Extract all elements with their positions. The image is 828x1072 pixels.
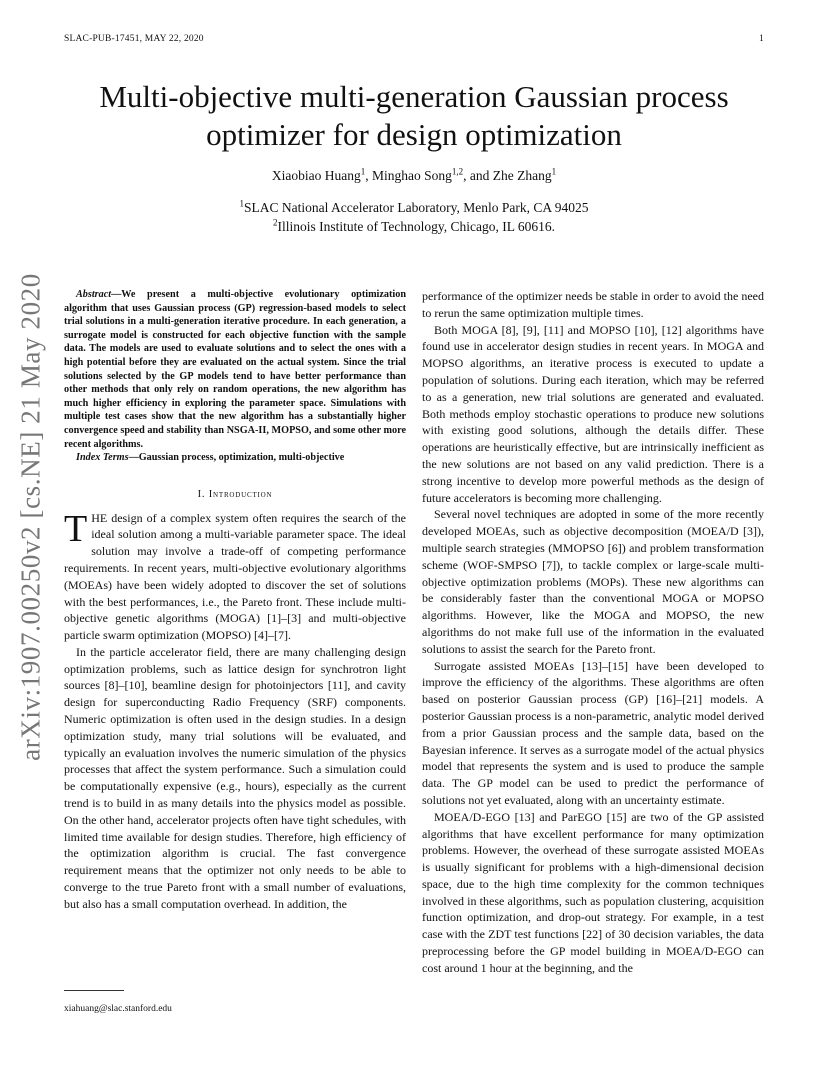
paragraph: In the particle accelerator field, there are many challenging design optimization problems, such as lattice design for synchrotron light sources [8]–[10], beamline design for photoinjectors [11], and cavity design for superconducting Radio Frequency (SRF) components. Numeric optimization is often used in the design studies. In a design optimization study, many trial solutions will be evaluated, and typically an evaluation involves the numeric simulation of the physics processes that affect the system performance. Such a simulation could be computationally expensive (e.g., hours), especially as the current trend is to build in as many details into the physics model as possible. On the other hand, accelerator projects often have tight schedules, with limited time available for design studies. Therefore, high efficiency of the optimization algorithm is crucial. The fast convergence requirement means that the optimizer not only needs to be able to converge to the true Pareto front with a small number of evaluations, but also has a small computation overhead. In addition, the <box>64 644 406 911</box>
left-column <box>64 288 406 913</box>
author-list <box>64 168 764 184</box>
author-affil-mark: 1 <box>551 166 557 177</box>
abstract-text: —We present a multi-objective evolutionary optimization algorithm that uses Gaussian process (GP) regression-based models to select trial solutions in a multi-generation iterative procedure. In each generation, a surrogate model is constructed for each objective function with the sample data. The models are used to evaluate solutions and to select the ones with a high potential before they are evaluated on the actual system. Since the trial solutions selected by the GP models tend to have better performance than other methods that only rely on random operations, the new algorithm has much higher efficiency in exploring the parameter space. Simulations with multiple test cases show that the new algorithm has a substantially higher convergence speed and stability than NSGA-II, MOPSO, and some other more recent algorithms. <box>64 289 406 450</box>
paragraph-text: HE design of a complex system often requires the search of the ideal solution among a multi-variable parameter space. The ideal solution may involve a trade-off of competing performance requirements. In recent years, multi-objective evolutionary algorithms (MOEAs) have been widely adopted to discover the set of solutions with the best performances, i.e., the Pareto front. These include multi-objective genetic algorithms (MOGA) [1]–[3] and multi-objective particle swarm optimization (MOPSO) [4]–[7]. <box>64 510 406 643</box>
affiliation-mark: 2 <box>272 217 278 228</box>
affiliation-mark: 1 <box>239 198 245 209</box>
paragraph: MOEA/D-EGO [13] and ParEGO [15] are two of the GP assisted algorithms that have excellent performance for many optimization problems. However, the overhead of these surrogate assisted MOEAs is usually significant for problems with a high-dimensional decision space, due to the high time complexity for the common techniques involved in these algorithms, such as population clustering, acquisition function optimization, and drop-out strategy. For example, in a test case with the ZDT test functions [22] of 30 decision variables, the data preprocessing before the GP model building in MOEA/D-EGO can cost around 1 hour at the beginning, and the <box>422 809 764 975</box>
paragraph: Surrogate assisted MOEAs [13]–[15] have been developed to improve the efficiency of the algorithms. These algorithms are often based on posterior Gaussian process (GP) [16]–[21] models. A posterior Gaussian process is a non-parametric, analytic model derived from a prior Gaussian process and the sample data, based on the Bayesian inference. It serves as a surrogate model of the actual physics model that represents the system and is used to produce the sample data. The GP model can be used to predict the performance of solutions not yet evaluated, along with an uncertainty estimate. <box>422 658 764 807</box>
arxiv-stamp <box>14 272 48 762</box>
drop-cap: T <box>64 507 88 550</box>
index-terms-label: Index Terms <box>76 452 129 464</box>
index-terms <box>64 451 406 465</box>
affiliation-text: Illinois Institute of Technology, Chicago, IL 60616. <box>277 219 555 234</box>
right-column <box>422 288 764 977</box>
author-separator: , and <box>463 168 493 183</box>
arxiv-stamp-text: arXiv:1907.00250v2 [cs.NE] 21 May 2020 <box>15 273 46 761</box>
paragraph: Both MOGA [8], [9], [11] and MOPSO [10], [12] algorithms have found use in accelerator design studies in recent years. In MOGA and MOPSO algorithms, an iterative process is executed to update a population of solutions. During each iteration, which may be referred to as a generation, new trial solutions are generated and evaluated. Both methods employ stochastic operations to produce new solutions with existing good solutions, although the details differ. These operations are heuristically effective, but are intrinsically inefficient as the new solutions are not based on any valid prediction. There is a strong incentive to develop more powerful methods as the design of future accelerators is becoming more challenging. <box>422 322 764 505</box>
author-affil-mark: 1 <box>360 166 366 177</box>
author-name: Zhe Zhang <box>492 168 552 183</box>
abstract <box>64 288 406 451</box>
author-affil-mark: 1,2 <box>451 166 464 177</box>
affiliation-text: SLAC National Accelerator Laboratory, Menlo Park, CA 94025 <box>244 200 589 215</box>
abstract-label: Abstract <box>76 289 112 300</box>
title-line-2: optimizer for design optimization <box>206 117 622 152</box>
paragraph <box>64 507 406 644</box>
footnote-rule <box>64 990 124 991</box>
page-number: 1 <box>759 34 764 44</box>
affiliation <box>64 219 764 235</box>
author-separator: , <box>365 168 372 183</box>
author-name: Minghao Song <box>371 168 452 183</box>
affiliation <box>64 200 764 216</box>
paragraph: performance of the optimizer needs be stable in order to avoid the need to rerun the same optimization multiple times. <box>422 289 764 320</box>
paper-title <box>64 78 764 154</box>
author-name: Xiaobiao Huang <box>271 168 361 183</box>
paragraph: Several novel techniques are adopted in some of the more recently developed MOEAs, such as objective decomposition (MOEA/D [3]), multiple search strategies (MMOPSO [6]) and problem transformation scheme (WOF-SMPSO [7]), to tackle complex or large-scale multi-objective optimization problems (MOPs). These new algorithms can be considerably faster than the conventional MOGA or MOPSO algorithms. However, like the MOGA and MOPSO, the new algorithms do not make full use of the information in the evaluated solutions to assist the search for the Pareto front. <box>422 507 764 656</box>
index-terms-text: —Gaussian process, optimization, multi-objective <box>128 452 345 464</box>
footnote-email: xiahuang@slac.stanford.edu <box>64 1004 172 1014</box>
section-heading: I. Introduction <box>197 488 273 500</box>
running-header: SLAC-PUB-17451, MAY 22, 2020 <box>64 34 204 44</box>
title-line-1: Multi-objective multi-generation Gaussian process <box>99 79 729 114</box>
